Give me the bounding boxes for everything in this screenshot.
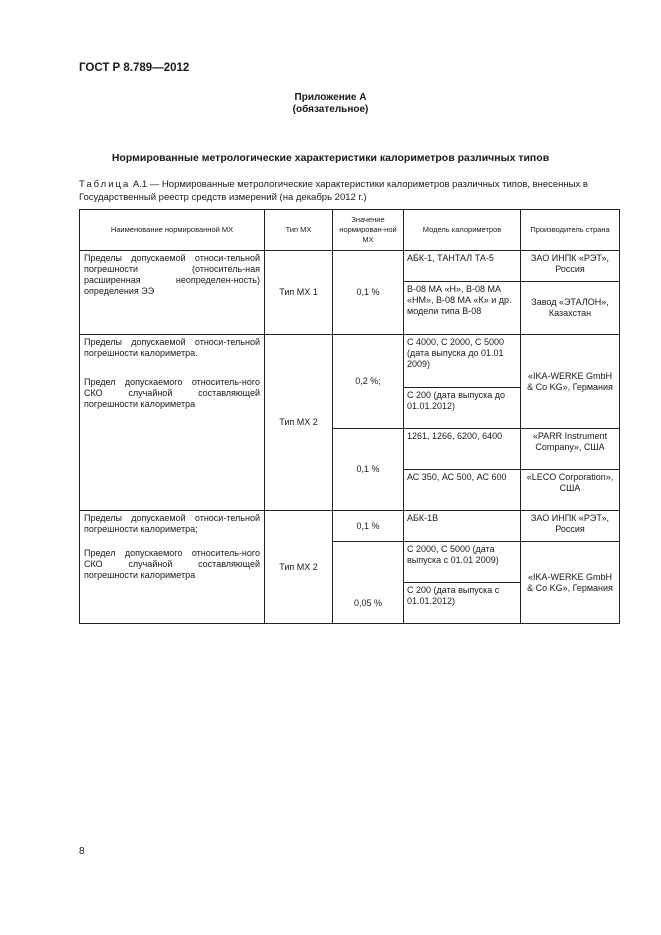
group2-model-b: С 200 (дата выпуска до 01.01.2012) xyxy=(404,388,521,429)
group3-desc-cell xyxy=(80,511,265,624)
table-row xyxy=(80,511,620,542)
header-type: Тип МХ xyxy=(265,210,333,251)
group2-model-a: С 4000, С 2000, С 5000 (дата выпуска до 01.01 2009) xyxy=(404,335,521,388)
group3-type: Тип МХ 2 xyxy=(265,511,333,624)
appendix-subtitle: (обязательное) xyxy=(292,104,369,115)
table-caption xyxy=(79,178,619,204)
group2-desc-a: Пределы допускаемой относи-тельной погрешности калориметра. xyxy=(84,337,260,358)
group2-desc-b: Предел допускаемого относитель-ного СКО случайной составляющей погрешности калориметра xyxy=(84,377,260,409)
group2-model-c: 1261, 1266, 6200, 6400 xyxy=(404,429,521,470)
section-title: Нормированные метрологические характеристики калориметров различных типов xyxy=(111,152,550,164)
table-header-row xyxy=(80,210,620,251)
group3-model-c: С 200 (дата выпуска с 01.01.2012) xyxy=(404,583,521,624)
group3-desc-a: Пределы допускаемой относи-тельной погрешности калориметра; xyxy=(84,513,260,534)
group3-maker-a: ЗАО ИНПК «РЭТ», Россия xyxy=(521,511,620,542)
caption-text: А.1 — Нормированные метрологические характеристики калориметров различных типов, внесенных в Государственный реестр средств измерений (на декабрь 2012 г.) xyxy=(79,179,588,203)
caption-label: Таблица xyxy=(79,179,131,190)
header-name: Наименование нормированной МХ xyxy=(80,210,265,251)
group2-maker-c: «PARR Instrument Company», США xyxy=(521,429,620,470)
group2-model-d: АС 350, АС 500, АС 600 xyxy=(404,470,521,511)
header-model: Модель калориметров xyxy=(404,210,521,251)
group1-maker-a: ЗАО ИНПК «РЭТ», Россия xyxy=(521,251,620,282)
group3-maker-bc: «IKA-WERKE GmbH & Co KG», Германия xyxy=(521,542,620,624)
group3-model-b: С 2000, С 5000 (дата выпуска с 01.01 2009) xyxy=(404,542,521,583)
page-number: 8 xyxy=(79,846,85,857)
group2-maker-d: «LECO Corporation», США xyxy=(521,470,620,511)
header-maker: Производитель страна xyxy=(521,210,620,251)
group1-maker-b: Завод «ЭТАЛОН», Казахстан xyxy=(521,282,620,335)
group1-model-a: АБК-1, ТАНТАЛ ТА-5 xyxy=(404,251,521,282)
header-value: Значение нормирован-ной МХ xyxy=(333,210,404,251)
appendix-title: Приложение А xyxy=(294,92,367,103)
group2-desc-cell xyxy=(80,335,265,511)
group3-desc-b: Предел допускаемого относитель-ного СКО случайной составляющей погрешности калориметра xyxy=(84,548,260,580)
group2-maker-ab: «IKA-WERKE GmbH & Co KG», Германия xyxy=(521,335,620,429)
table-row xyxy=(80,251,620,282)
group3-value-a: 0,1 % xyxy=(333,511,404,542)
group3-model-a: АБК-1В xyxy=(404,511,521,542)
group1-value: 0,1 % xyxy=(333,251,404,335)
group2-value-a: 0,2 %; xyxy=(333,335,404,429)
mx-table xyxy=(79,209,620,624)
group3-value-b: 0,05 % xyxy=(333,542,404,624)
group1-desc: Пределы допускаемой относи-тельной погрешности (относитель-ная расширенная неопределен-ность) определения ЭЭ xyxy=(80,251,265,335)
group2-type: Тип МХ 2 xyxy=(265,335,333,511)
group1-type: Тип МХ 1 xyxy=(265,251,333,335)
group1-model-b: В-08 МА «Н», В-08 МА «НМ», В-08 МА «К» и др. модели типа В-08 xyxy=(404,282,521,335)
table-row xyxy=(80,335,620,388)
doc-header: ГОСТ Р 8.789—2012 xyxy=(79,62,190,74)
group2-value-b: 0,1 % xyxy=(333,429,404,511)
